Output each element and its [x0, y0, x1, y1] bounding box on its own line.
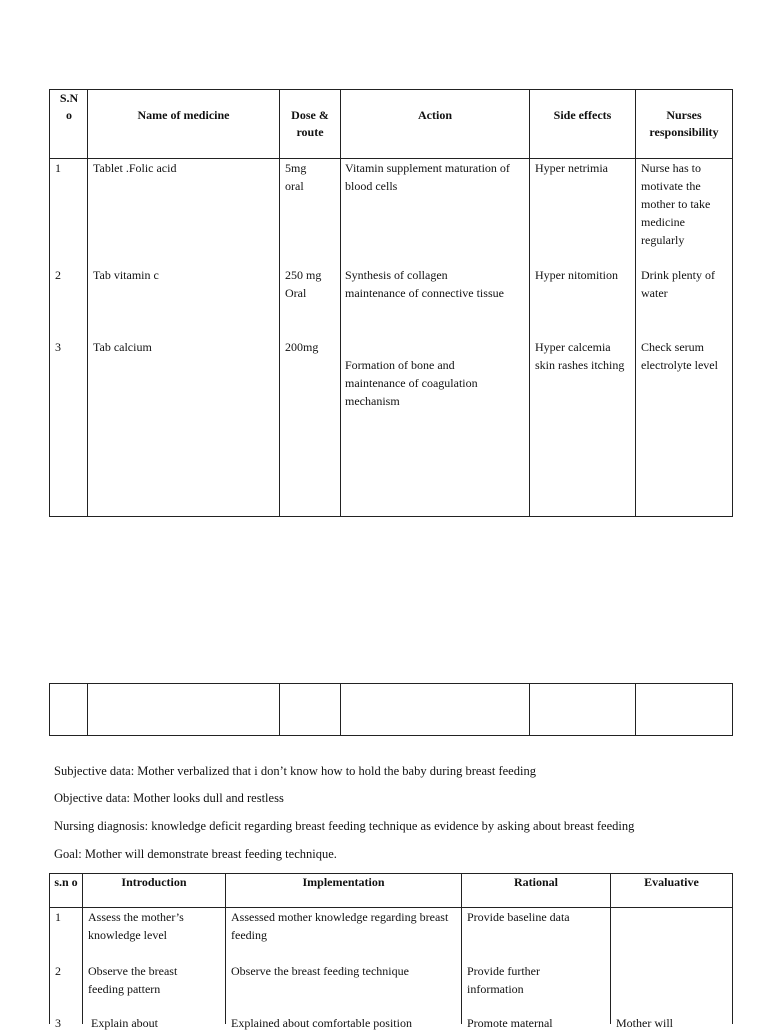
care-row2-implementation: Observe the breast feeding technique: [231, 964, 409, 978]
row2-dose: 250 mg Oral: [285, 268, 322, 300]
header-nurses: Nurses responsibility: [649, 108, 719, 139]
row3-side-effects: Hyper calcemia skin rashes itching: [535, 340, 625, 372]
table-border: [340, 89, 341, 517]
care-row3-introduction: Explain about: [88, 1016, 158, 1030]
row2-side-effects: Hyper nitomition: [535, 268, 618, 282]
table-border: [49, 735, 733, 736]
header-action: Action: [418, 108, 452, 122]
header-side-effects: Side effects: [553, 108, 612, 122]
row2-sno: 2: [55, 268, 61, 282]
goal: Goal: Mother will demonstrate breast feeding technique.: [54, 847, 337, 861]
care-row1-sno: 1: [55, 910, 61, 924]
table-border: [49, 89, 733, 90]
header-rational: Rational: [513, 875, 558, 889]
care-row3-implementation: Explained about comfortable position: [231, 1016, 412, 1030]
table-border: [82, 873, 83, 1024]
nursing-diagnosis: Nursing diagnosis: knowledge deficit regarding breast feeding technique as evidence by asking about breast feeding: [54, 819, 635, 833]
table-border: [732, 89, 733, 517]
objective-data: Objective data: Mother looks dull and restless: [54, 791, 284, 805]
care-row3-rational: Promote maternal: [467, 1016, 553, 1030]
row3-dose: 200mg: [285, 340, 319, 354]
header-dose: Dose & route: [291, 108, 329, 139]
header-implementation: Implementation: [302, 875, 385, 889]
care-row2-rational: Provide further information: [467, 964, 540, 996]
table-border: [279, 89, 280, 517]
table-border: [529, 683, 530, 736]
header-introduction: Introduction: [121, 875, 187, 889]
table-border: [610, 873, 611, 1024]
table-border: [87, 683, 88, 736]
row2-name: Tab vitamin c: [93, 268, 159, 282]
row3-sno: 3: [55, 340, 61, 354]
table-border: [732, 873, 733, 1024]
table-border: [529, 89, 530, 517]
row1-action: Vitamin supplement maturation of blood cells: [345, 161, 510, 193]
header-name: Name of medicine: [137, 108, 230, 122]
row3-nurses: Check serum electrolyte level: [641, 340, 718, 372]
row1-side-effects: Hyper netrimia: [535, 161, 608, 175]
table-border: [279, 683, 280, 736]
table-border: [732, 683, 733, 736]
table-border: [340, 683, 341, 736]
table-border: [49, 873, 50, 1024]
table-border: [225, 873, 226, 1024]
subjective-data: Subjective data: Mother verbalized that i don’t know how to hold the baby during breast feeding: [54, 764, 536, 778]
care-row1-introduction: Assess the mother’s knowledge level: [88, 910, 184, 942]
header-sno: s.n o: [54, 875, 78, 889]
header-evaluative: Evaluative: [644, 875, 699, 889]
care-row2-introduction: Observe the breast feeding pattern: [88, 964, 178, 996]
care-row1-rational: Provide baseline data: [467, 910, 570, 924]
table-border: [49, 516, 733, 517]
care-row3-sno: 3: [55, 1016, 61, 1030]
row1-dose: 5mg oral: [285, 161, 307, 193]
table-border: [635, 683, 636, 736]
row1-name: Tablet .Folic acid: [93, 161, 177, 175]
row2-action: Synthesis of collagen maintenance of connective tissue: [345, 268, 504, 300]
header-sno: S.N o: [59, 91, 79, 122]
table-border: [635, 89, 636, 517]
row1-sno: 1: [55, 161, 61, 175]
table-border: [49, 683, 733, 684]
row3-action: Formation of bone and maintenance of coagulation mechanism: [345, 358, 478, 408]
table-border: [49, 89, 50, 517]
table-border: [49, 683, 50, 736]
row2-nurses: Drink plenty of water: [641, 268, 715, 300]
care-row1-implementation: Assessed mother knowledge regarding breast feeding: [231, 910, 449, 942]
row3-name: Tab calcium: [93, 340, 152, 354]
care-row2-sno: 2: [55, 964, 61, 978]
care-row3-evaluative: Mother will: [616, 1016, 673, 1030]
table-border: [461, 873, 462, 1024]
table-border: [87, 89, 88, 517]
row1-nurses: Nurse has to motivate the mother to take medicine regularly: [641, 161, 711, 247]
